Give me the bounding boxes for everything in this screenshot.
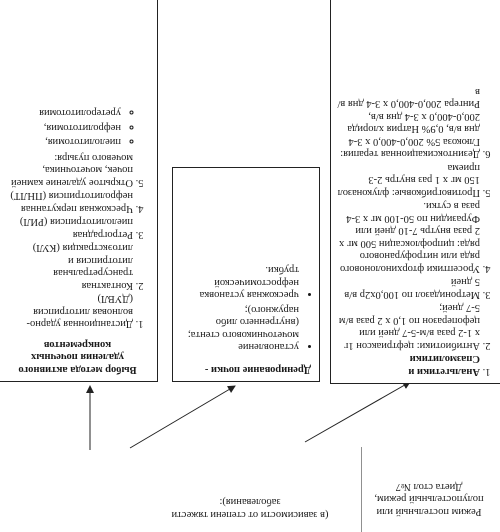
removal-title: Выбор метода активного удаления почечных конкрементов <box>18 339 137 375</box>
therapy-item: 1. Анальгетики и Спазмолитики <box>337 352 480 377</box>
severity-note <box>160 487 340 532</box>
drainage-item: • установление мочеточникового стента; (внутреннего либо наружного); <box>181 303 299 353</box>
drainage-title: Дренирование почки - <box>204 364 311 375</box>
removal-item: 5. Открытое удаление камней почек, мочеточника, мочевого пузыря: ◦ пиелолитотомия, ◦ нефролитотомия, ◦ уретеролитотомия <box>6 106 133 188</box>
removal-item: 1. Дистанционная ударно-волновая литотрипсия (ДУВЛ) <box>6 292 133 330</box>
drainage-box <box>172 167 320 382</box>
arrow-to-removal <box>305 382 410 442</box>
therapy-list <box>337 85 496 378</box>
arrow-to-drainage <box>130 386 235 448</box>
removal-subitem: ◦ нефролитотомия, <box>6 121 121 134</box>
removal-item: 4. Чрескожная перкутанная нефролитотрипсия (ПНЛТ) <box>6 189 133 214</box>
severity-text: (в зависимости от степени тяжести заболевания): <box>171 496 329 520</box>
removal-subitem: ◦ уретеролитотомия <box>6 106 121 119</box>
removal-item: 3. Ретроградная пиелолитотрипсия (РИЛ) <box>6 215 133 240</box>
removal-box <box>0 0 158 382</box>
therapy-box <box>330 0 500 384</box>
drainage-item: • чрескожная установка нефростомической трубки. <box>181 263 299 301</box>
removal-subitem: ◦ пиелолитотомия, <box>6 135 121 148</box>
regime-box <box>362 446 500 532</box>
drainage-list <box>181 263 311 353</box>
removal-list <box>6 106 149 330</box>
removal-item: 2. Контактная трансуретральная литотрипсия и литоэкстракция (КУЛ) <box>6 241 133 291</box>
therapy-item: 6. Дезинтоксикационная терапия: Глюкоза 5% 200,0-400,0 х 3-4 дня в/в, 0,9% Натрия хлорида 200,0-400,0 х 3-4 дня в/в, Рингера 200,0-400,0 х 3-4 дня в/в <box>337 85 480 160</box>
removal-sublist <box>6 106 133 148</box>
therapy-item: 4. Уросептики фторхинолонового ряда или нитрофуранового ряда: ципрофлоксацин 500 мг х 2 раза внутрь 7-10 дней или Фуразидин по 50-100 мг х 3-4 раза в сутки. <box>337 199 480 274</box>
therapy-item: 5. Противогрибковые: флуконазол 150 мг х 1 раз внутрь 2-3 приема <box>337 161 480 199</box>
therapy-item: 2. Антибиотики: цефтриаксон 1г х 1-2 раза в/м-5-7 дней или цефоперазон по 1,0 х 2 раза в/м 5-7 дней; <box>337 301 480 351</box>
therapy-item: 3. Метронидазол по 100,0х2р в/в 5 дней <box>337 275 480 300</box>
regime-text: Режим постельный или полупостельный режим, Диета стол №7 <box>374 481 484 517</box>
